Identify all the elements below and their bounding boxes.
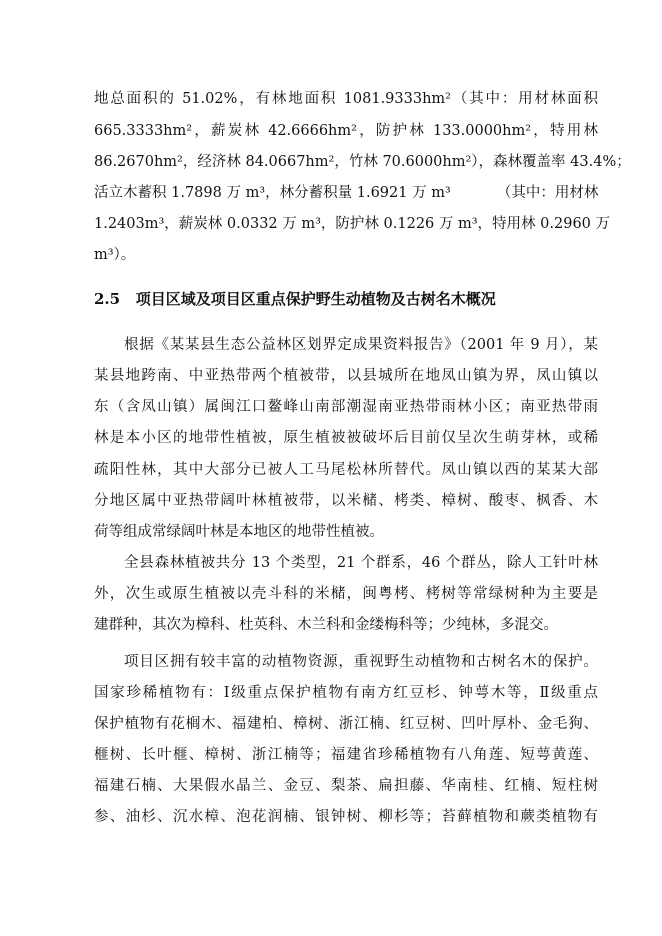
text-line: 保护植物有花榈木、福建柏、樟树、浙江楠、红豆树、凹叶厚朴、金毛狗、 [94, 716, 598, 732]
text-line: 665.3333hm²，薪炭林 42.6666hm²，防护林 133.0000hm²，特用林 [94, 123, 598, 139]
paragraph-first-line: 项目区拥有较丰富的动植物资源，重视野生动植物和古树名木的保护。 [124, 654, 598, 670]
text-line: 1.2403m³，薪炭林 0.0332 万 m³，防护林 0.1226 万 m³，特用林 0.2960 万 [94, 216, 611, 232]
section-heading: 2.5 项目区域及项目区重点保护野生动植物及古树名木概况 [94, 290, 496, 308]
text-line: 86.2670hm²，经济林 84.0667hm²，竹林 70.6000hm²），森林覆盖率 43.4%； [94, 154, 631, 170]
text-line: 外，次生或原生植被以壳斗科的米槠，闽粤栲、栲树等常绿树种为主要是 [94, 586, 598, 602]
text-line: 建群种，其次为樟科、杜英科、木兰科和金缕梅科等；少纯林，多混交。 [94, 617, 558, 633]
text-line: 活立木蓄积 1.7898 万 m³，林分蓄积量 1.6921 万 m³ （其中：用材林 [94, 185, 599, 201]
text-line: 国家珍稀植物有：Ⅰ级重点保护植物有南方红豆杉、钟萼木等，Ⅱ级重点 [94, 685, 598, 701]
text-line: 东（含凤山镇）属闽江口鳌峰山南部潮湿南亚热带雨林小区；南亚热带雨 [94, 399, 598, 415]
text-line: 榧树、长叶榧、樟树、浙江楠等；福建省珍稀植物有八角莲、短萼黄莲、 [94, 747, 598, 763]
paragraph-first-line: 根据《某某县生态公益林区划界定成果资料报告》（2001 年 9 月），某 [124, 337, 598, 353]
text-line: 地总面积的 51.02%，有林地面积 1081.9333hm²（其中：用材林面积 [94, 91, 598, 107]
paragraph-first-line: 全县森林植被共分 13 个类型，21 个群系，46 个群丛，除人工针叶林 [124, 555, 598, 571]
text-line: 分地区属中亚热带阔叶林植被带，以米槠、栲类、樟树、酸枣、枫香、木 [94, 493, 598, 509]
text-line: 荷等组成常绿阔叶林是本地区的地带性植被。 [94, 524, 384, 540]
text-line: 林是本小区的地带性植被，原生植被被破坏后目前仅呈次生萌芽林，或稀 [94, 430, 598, 446]
text-line: 福建石楠、大果假水晶兰、金豆、梨茶、扁担藤、华南桂、红楠、短柱树 [94, 778, 598, 794]
text-line: 某县地跨南、中亚热带两个植被带，以县城所在地凤山镇为界，凤山镇以 [94, 368, 598, 384]
text-line: 疏阳性林，其中大部分已被人工马尾松林所替代。凤山镇以西的某某大部 [94, 462, 598, 478]
text-line: 参、油杉、沉水樟、泡花润楠、银钟树、柳杉等；苔藓植物和蕨类植物有 [94, 809, 598, 825]
text-line: m³）。 [94, 247, 136, 263]
